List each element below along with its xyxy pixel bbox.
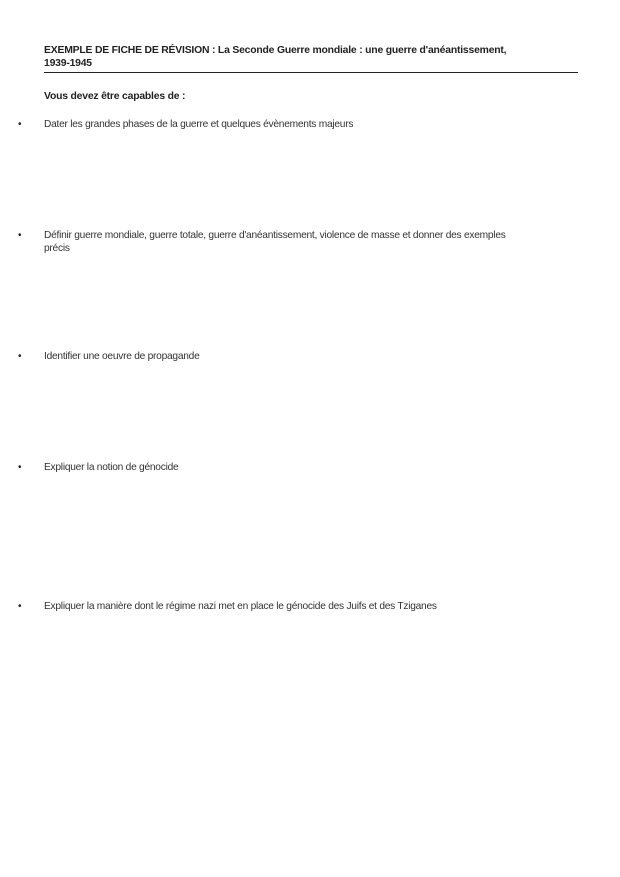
list-item-text (44, 118, 578, 131)
bullet-icon: • (18, 230, 22, 241)
bullet-icon: • (18, 462, 22, 473)
list-item-line-1: Identifier une oeuvre de propagande (44, 351, 200, 362)
list-item-line-2: précis (44, 243, 70, 254)
list-item-text (44, 461, 578, 474)
list-item-line-1: Dater les grandes phases de la guerre et quelques évènements majeurs (44, 119, 354, 130)
bullet-icon: • (18, 119, 22, 130)
list-item-line-1: Définir guerre mondiale, guerre totale, guerre d'anéantissement, violence de masse et donner des exemples (44, 230, 506, 241)
list-item-text (44, 350, 578, 363)
document-title-line-2: 1939-1945 (44, 58, 92, 69)
bullet-icon: • (18, 601, 22, 612)
document-header (44, 44, 578, 73)
intro-heading: Vous devez être capables de : (44, 91, 186, 102)
document-title-line-1: EXEMPLE DE FICHE DE RÉVISION : La Seconde Guerre mondiale : une guerre d'anéantissement, (44, 45, 507, 56)
list-item-line-1: Expliquer la notion de génocide (44, 462, 179, 473)
list-item-line-1: Expliquer la manière dont le régime nazi met en place le génocide des Juifs et des Tziganes (44, 601, 437, 612)
list-item-text (44, 229, 578, 255)
bullet-icon: • (18, 351, 22, 362)
list-item-text (44, 600, 578, 613)
